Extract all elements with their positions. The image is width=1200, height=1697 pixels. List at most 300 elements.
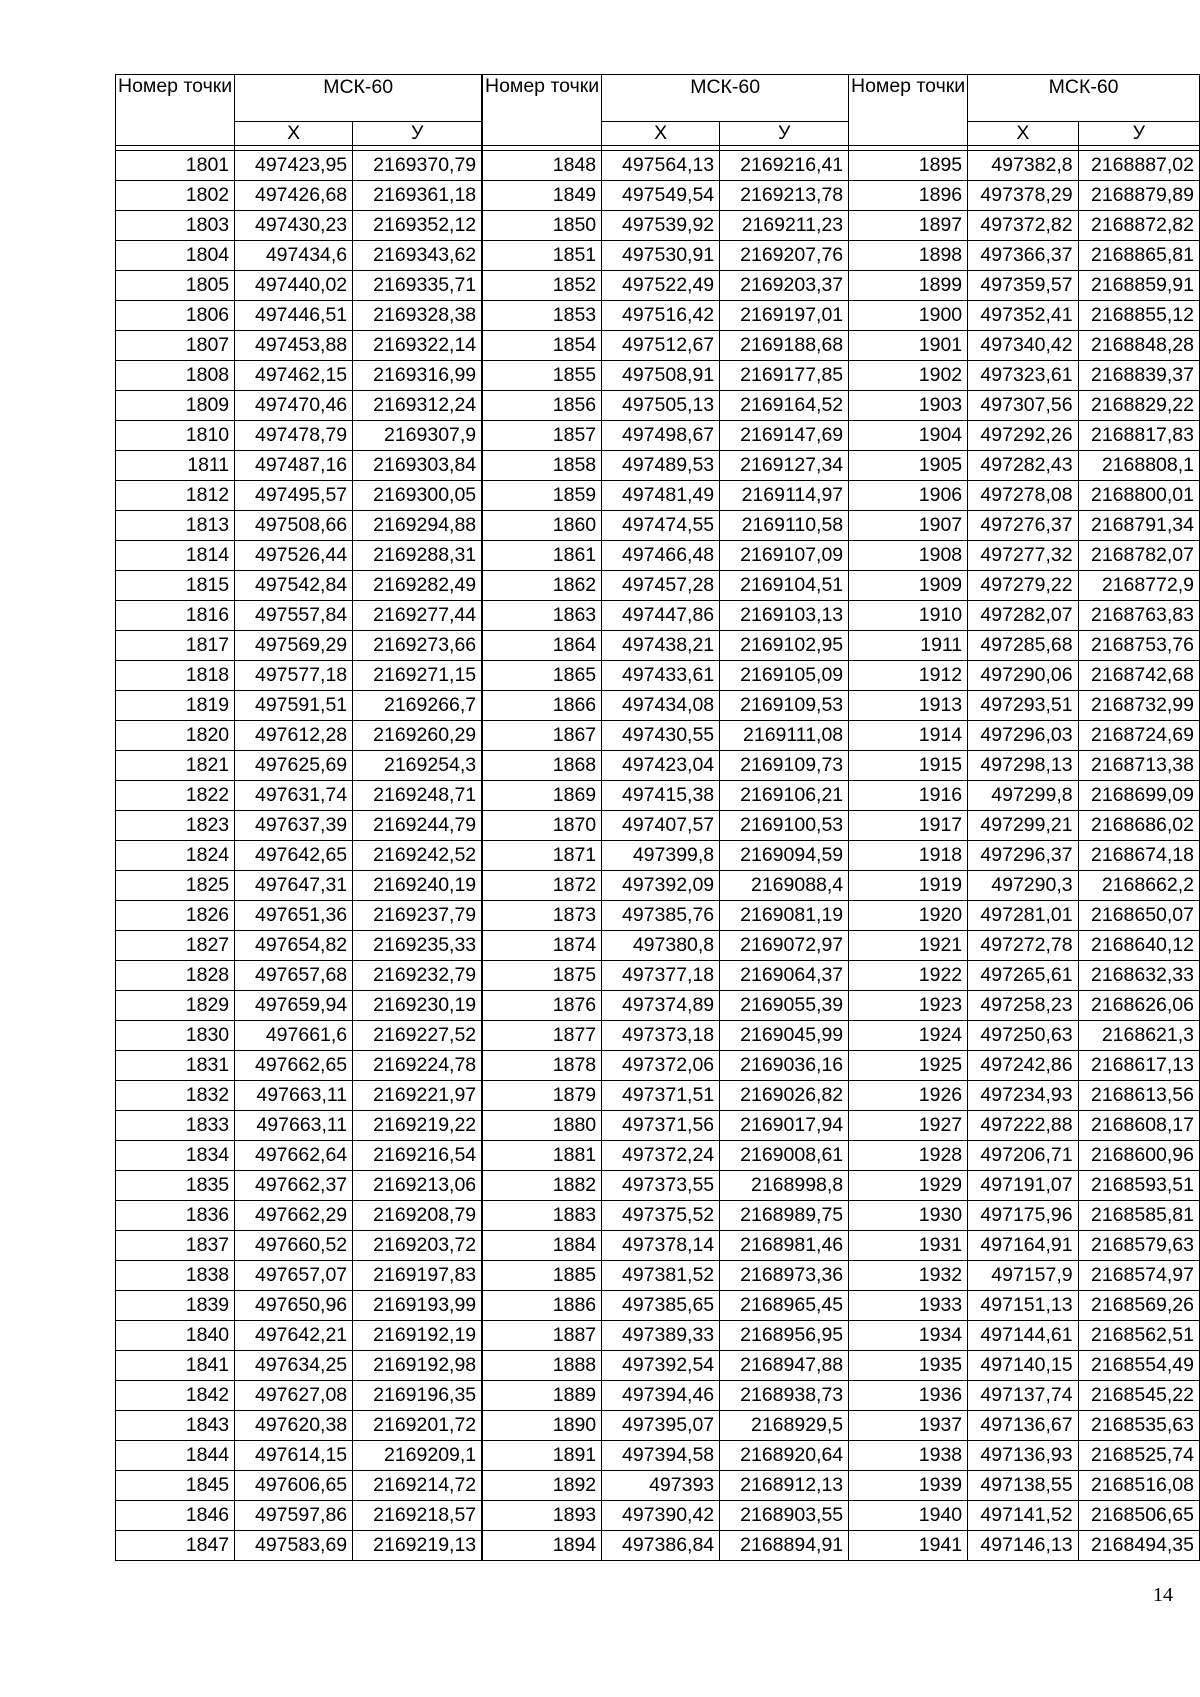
x-coordinate-cell: 497426,68 [235,181,353,211]
y-coordinate-cell: 2169352,12 [353,211,482,241]
point-number-cell: 1876 [483,991,602,1021]
x-coordinate-cell: 497372,06 [602,1051,720,1081]
x-coordinate-cell: 497191,07 [968,1171,1078,1201]
y-coordinate-cell: 2168879,89 [1078,181,1199,211]
table-row [849,271,1200,301]
x-coordinate-cell: 497466,48 [602,541,720,571]
y-coordinate-cell: 2169244,79 [353,811,482,841]
point-number-cell: 1905 [849,451,968,481]
table-row [116,781,482,811]
point-number-cell: 1900 [849,301,968,331]
x-coordinate-cell: 497440,02 [235,271,353,301]
y-coordinate-cell: 2169207,76 [720,241,849,271]
y-coordinate-cell: 2169100,53 [720,811,849,841]
point-number-cell: 1848 [483,151,602,181]
table-row [483,211,849,241]
y-coordinate-cell: 2168626,06 [1078,991,1199,1021]
y-coordinate-cell: 2168817,83 [1078,421,1199,451]
table-row [849,1291,1200,1321]
table-row [116,421,482,451]
y-coordinate-cell: 2168525,74 [1078,1441,1199,1471]
y-coordinate-cell: 2168650,07 [1078,901,1199,931]
table-row [849,931,1200,961]
x-coordinate-cell: 497298,13 [968,751,1078,781]
point-number-cell: 1870 [483,811,602,841]
x-coordinate-cell: 497340,42 [968,331,1078,361]
table-row [483,871,849,901]
point-number-cell: 1921 [849,931,968,961]
table-row [849,1111,1200,1141]
point-number-cell: 1888 [483,1351,602,1381]
x-coordinate-cell: 497606,65 [235,1471,353,1501]
table-row [116,481,482,511]
x-coordinate-cell: 497583,69 [235,1531,353,1561]
table-row [483,361,849,391]
y-coordinate-cell: 2168782,07 [1078,541,1199,571]
y-coordinate-cell: 2169361,18 [353,181,482,211]
table-row [483,751,849,781]
y-coordinate-cell: 2169072,97 [720,931,849,961]
point-number-cell: 1864 [483,631,602,661]
point-number-cell: 1855 [483,361,602,391]
point-number-cell: 1859 [483,481,602,511]
y-coordinate-cell: 2169026,82 [720,1081,849,1111]
y-coordinate-cell: 2168621,3 [1078,1021,1199,1051]
table-row [483,1201,849,1231]
x-coordinate-cell: 497470,46 [235,391,353,421]
y-coordinate-cell: 2169370,79 [353,151,482,181]
point-number-cell: 1922 [849,961,968,991]
x-coordinate-cell: 497489,53 [602,451,720,481]
point-number-cell: 1879 [483,1081,602,1111]
x-coordinate-cell: 497175,96 [968,1201,1078,1231]
table-row [116,691,482,721]
x-coordinate-cell: 497293,51 [968,691,1078,721]
x-coordinate-cell: 497234,93 [968,1081,1078,1111]
table-row [483,1351,849,1381]
point-number-cell: 1897 [849,211,968,241]
y-coordinate-cell: 2168574,97 [1078,1261,1199,1291]
point-number-cell: 1850 [483,211,602,241]
table-row [116,151,482,181]
x-coordinate-cell: 497654,82 [235,931,353,961]
point-number-cell: 1803 [116,211,235,241]
point-number-cell: 1823 [116,811,235,841]
x-coordinate-cell: 497378,14 [602,1231,720,1261]
x-coordinate-cell: 497660,52 [235,1231,353,1261]
point-number-cell: 1916 [849,781,968,811]
table-row [849,511,1200,541]
x-coordinate-cell: 497296,37 [968,841,1078,871]
y-coordinate-cell: 2169343,62 [353,241,482,271]
x-coordinate-cell: 497508,66 [235,511,353,541]
table-row [849,451,1200,481]
table-row [116,901,482,931]
x-coordinate-cell: 497258,23 [968,991,1078,1021]
x-coordinate-cell: 497434,08 [602,691,720,721]
point-number-cell: 1918 [849,841,968,871]
table-row [483,631,849,661]
table-row [849,1201,1200,1231]
y-coordinate-cell: 2169273,66 [353,631,482,661]
table-row [116,601,482,631]
point-number-cell: 1842 [116,1381,235,1411]
table-row [849,541,1200,571]
y-coordinate-cell: 2169094,59 [720,841,849,871]
table-row [849,631,1200,661]
x-coordinate-cell: 497642,65 [235,841,353,871]
table-row [116,841,482,871]
table-row [116,1021,482,1051]
table-row [483,181,849,211]
x-coordinate-cell: 497474,55 [602,511,720,541]
y-coordinate-cell: 2169193,99 [353,1291,482,1321]
y-coordinate-cell: 2169203,72 [353,1231,482,1261]
point-number-cell: 1809 [116,391,235,421]
table-row [849,991,1200,1021]
x-coordinate-cell: 497282,07 [968,601,1078,631]
point-number-cell: 1841 [116,1351,235,1381]
point-number-cell: 1883 [483,1201,602,1231]
y-coordinate-cell: 2169237,79 [353,901,482,931]
x-coordinate-cell: 497272,78 [968,931,1078,961]
y-coordinate-cell: 2169104,51 [720,571,849,601]
x-coordinate-cell: 497393 [602,1471,720,1501]
table-row [483,1261,849,1291]
table-row [849,211,1200,241]
point-number-cell: 1815 [116,571,235,601]
point-number-cell: 1835 [116,1171,235,1201]
y-coordinate-cell: 2169196,35 [353,1381,482,1411]
y-coordinate-cell: 2168640,12 [1078,931,1199,961]
point-number-cell: 1804 [116,241,235,271]
table-row [849,1051,1200,1081]
table-row [116,1081,482,1111]
x-coordinate-cell: 497374,89 [602,991,720,1021]
point-number-cell: 1936 [849,1381,968,1411]
y-coordinate-cell: 2169203,37 [720,271,849,301]
x-coordinate-cell: 497662,37 [235,1171,353,1201]
x-coordinate-cell: 497385,65 [602,1291,720,1321]
x-coordinate-cell: 497508,91 [602,361,720,391]
x-coordinate-cell: 497276,37 [968,511,1078,541]
table-row [116,1291,482,1321]
table-row [116,1051,482,1081]
point-number-cell: 1935 [849,1351,968,1381]
y-coordinate-cell: 2168613,56 [1078,1081,1199,1111]
table-row [849,781,1200,811]
point-number-cell: 1827 [116,931,235,961]
point-number-cell: 1821 [116,751,235,781]
table-row [116,241,482,271]
y-coordinate-cell: 2168535,63 [1078,1411,1199,1441]
point-number-cell: 1920 [849,901,968,931]
x-coordinate-cell: 497438,21 [602,631,720,661]
y-coordinate-cell: 2169197,01 [720,301,849,331]
x-coordinate-cell: 497657,68 [235,961,353,991]
table-row [849,571,1200,601]
table-row [849,181,1200,211]
point-number-cell: 1811 [116,451,235,481]
point-number-cell: 1849 [483,181,602,211]
point-number-cell: 1829 [116,991,235,1021]
y-coordinate-cell: 2168808,1 [1078,451,1199,481]
point-number-cell: 1880 [483,1111,602,1141]
point-number-cell: 1812 [116,481,235,511]
point-number-cell: 1913 [849,691,968,721]
point-number-cell: 1860 [483,511,602,541]
table-row [849,151,1200,181]
y-coordinate-cell: 2169213,78 [720,181,849,211]
x-coordinate-cell: 497433,61 [602,661,720,691]
point-number-cell: 1903 [849,391,968,421]
x-coordinate-cell: 497279,22 [968,571,1078,601]
x-coordinate-cell: 497526,44 [235,541,353,571]
point-number-cell: 1857 [483,421,602,451]
y-coordinate-cell: 2168554,49 [1078,1351,1199,1381]
table-row [849,901,1200,931]
x-coordinate-cell: 497657,07 [235,1261,353,1291]
y-coordinate-cell: 2168998,8 [720,1171,849,1201]
y-coordinate-cell: 2169177,85 [720,361,849,391]
point-number-cell: 1819 [116,691,235,721]
table-row [483,991,849,1021]
y-coordinate-cell: 2169055,39 [720,991,849,1021]
table-row [849,481,1200,511]
x-coordinate-cell: 497366,37 [968,241,1078,271]
y-coordinate-cell: 2169224,78 [353,1051,482,1081]
table-row [483,421,849,451]
y-coordinate-cell: 2169127,34 [720,451,849,481]
point-number-cell: 1882 [483,1171,602,1201]
x-coordinate-cell: 497136,93 [968,1441,1078,1471]
x-coordinate-cell: 497372,24 [602,1141,720,1171]
x-coordinate-cell: 497663,11 [235,1111,353,1141]
table-row [849,691,1200,721]
x-coordinate-cell: 497430,55 [602,721,720,751]
y-coordinate-cell: 2168545,22 [1078,1381,1199,1411]
x-coordinate-cell: 497631,74 [235,781,353,811]
point-number-cell: 1930 [849,1201,968,1231]
y-coordinate-cell: 2169219,22 [353,1111,482,1141]
point-number-cell: 1937 [849,1411,968,1441]
point-number-cell: 1923 [849,991,968,1021]
table-row [116,1471,482,1501]
y-coordinate-cell: 2169201,72 [353,1411,482,1441]
table-row [483,391,849,421]
x-column-header: Х [235,122,353,146]
x-coordinate-cell: 497634,25 [235,1351,353,1381]
y-coordinate-cell: 2169260,29 [353,721,482,751]
x-coordinate-cell: 497446,51 [235,301,353,331]
point-number-cell: 1889 [483,1381,602,1411]
point-number-cell: 1820 [116,721,235,751]
point-number-cell: 1895 [849,151,968,181]
table-row [849,961,1200,991]
x-coordinate-cell: 497390,42 [602,1501,720,1531]
table-row [483,271,849,301]
point-number-cell: 1805 [116,271,235,301]
y-coordinate-cell: 2169109,53 [720,691,849,721]
x-coordinate-cell: 497137,74 [968,1381,1078,1411]
point-number-cell: 1915 [849,751,968,781]
x-coordinate-cell: 497647,31 [235,871,353,901]
table-row [483,571,849,601]
x-coordinate-cell: 497136,67 [968,1411,1078,1441]
table-row [116,1351,482,1381]
table-row [483,511,849,541]
x-coordinate-cell: 497637,39 [235,811,353,841]
x-coordinate-cell: 497389,33 [602,1321,720,1351]
table-row [849,1441,1200,1471]
x-coordinate-cell: 497307,56 [968,391,1078,421]
y-coordinate-cell: 2168938,73 [720,1381,849,1411]
x-coordinate-cell: 497597,86 [235,1501,353,1531]
y-coordinate-cell: 2169208,79 [353,1201,482,1231]
point-number-cell: 1902 [849,361,968,391]
y-coordinate-cell: 2168674,18 [1078,841,1199,871]
point-number-cell: 1891 [483,1441,602,1471]
table-row [116,751,482,781]
point-number-cell: 1802 [116,181,235,211]
x-coordinate-cell: 497299,21 [968,811,1078,841]
point-number-cell: 1901 [849,331,968,361]
table-row [849,871,1200,901]
y-coordinate-cell: 2169102,95 [720,631,849,661]
point-number-cell: 1806 [116,301,235,331]
y-coordinate-cell: 2169209,1 [353,1441,482,1471]
x-coordinate-cell: 497512,67 [602,331,720,361]
table-row [116,931,482,961]
x-coordinate-cell: 497569,29 [235,631,353,661]
x-coordinate-cell: 497625,69 [235,751,353,781]
table-row [849,391,1200,421]
y-coordinate-cell: 2169227,52 [353,1021,482,1051]
y-coordinate-cell: 2168894,91 [720,1531,849,1561]
table-row [483,1291,849,1321]
y-coordinate-cell: 2169008,61 [720,1141,849,1171]
table-row [849,1141,1200,1171]
x-coordinate-cell: 497277,32 [968,541,1078,571]
point-number-cell: 1933 [849,1291,968,1321]
x-coordinate-cell: 497612,28 [235,721,353,751]
y-coordinate-cell: 2168865,81 [1078,241,1199,271]
point-number-cell: 1865 [483,661,602,691]
table-row [483,1441,849,1471]
table-row [849,661,1200,691]
y-coordinate-cell: 2168742,68 [1078,661,1199,691]
table-row [483,1141,849,1171]
x-coordinate-cell: 497282,43 [968,451,1078,481]
table-row [116,631,482,661]
y-coordinate-cell: 2168800,01 [1078,481,1199,511]
point-number-cell: 1893 [483,1501,602,1531]
table-row [849,601,1200,631]
x-coordinate-cell: 497505,13 [602,391,720,421]
table-row [849,1381,1200,1411]
point-number-cell: 1874 [483,931,602,961]
point-number-cell: 1927 [849,1111,968,1141]
y-coordinate-cell: 2168699,09 [1078,781,1199,811]
point-number-cell: 1826 [116,901,235,931]
point-number-header: Номер точки [849,75,968,146]
y-coordinate-cell: 2168724,69 [1078,721,1199,751]
y-coordinate-cell: 2169232,79 [353,961,482,991]
y-coordinate-cell: 2169017,94 [720,1111,849,1141]
y-coordinate-cell: 2168947,88 [720,1351,849,1381]
table-row [483,691,849,721]
table-row [483,1171,849,1201]
y-coordinate-cell: 2168713,38 [1078,751,1199,781]
y-coordinate-cell: 2168791,34 [1078,511,1199,541]
x-coordinate-cell: 497290,3 [968,871,1078,901]
y-coordinate-cell: 2168494,35 [1078,1531,1199,1561]
point-number-cell: 1878 [483,1051,602,1081]
table-row [849,811,1200,841]
coordinate-system-header: МСК-60 [602,75,849,122]
y-coordinate-cell: 2169235,33 [353,931,482,961]
y-coordinate-cell: 2169192,19 [353,1321,482,1351]
x-coordinate-cell: 497378,29 [968,181,1078,211]
table-row [849,301,1200,331]
table-row [116,1321,482,1351]
y-coordinate-cell: 2168579,63 [1078,1231,1199,1261]
table-row [483,901,849,931]
table-row [483,541,849,571]
point-number-cell: 1813 [116,511,235,541]
x-coordinate-cell: 497140,15 [968,1351,1078,1381]
y-coordinate-cell: 2169219,13 [353,1531,482,1561]
point-number-cell: 1939 [849,1471,968,1501]
x-coordinate-cell: 497627,08 [235,1381,353,1411]
table-row [116,181,482,211]
y-coordinate-cell: 2168585,81 [1078,1201,1199,1231]
point-number-cell: 1925 [849,1051,968,1081]
point-number-cell: 1885 [483,1261,602,1291]
point-number-cell: 1931 [849,1231,968,1261]
point-number-cell: 1875 [483,961,602,991]
x-coordinate-cell: 497352,41 [968,301,1078,331]
x-coordinate-cell: 497371,56 [602,1111,720,1141]
y-coordinate-cell: 2168562,51 [1078,1321,1199,1351]
table-row [483,781,849,811]
x-coordinate-cell: 497591,51 [235,691,353,721]
table-row [116,1201,482,1231]
coordinate-table-3 [848,74,1200,1561]
y-coordinate-cell: 2168859,91 [1078,271,1199,301]
x-coordinate-cell: 497141,52 [968,1501,1078,1531]
y-coordinate-cell: 2168855,12 [1078,301,1199,331]
point-number-cell: 1808 [116,361,235,391]
x-coordinate-cell: 497542,84 [235,571,353,601]
y-coordinate-cell: 2169064,37 [720,961,849,991]
point-number-cell: 1919 [849,871,968,901]
x-coordinate-cell: 497457,28 [602,571,720,601]
x-coordinate-cell: 497516,42 [602,301,720,331]
table-row [116,1111,482,1141]
table-row [849,841,1200,871]
x-coordinate-cell: 497453,88 [235,331,353,361]
y-coordinate-cell: 2169188,68 [720,331,849,361]
x-coordinate-cell: 497323,61 [968,361,1078,391]
x-column-header: Х [602,122,720,146]
table-row [483,1381,849,1411]
coordinate-table-2 [482,74,849,1561]
table-row [849,721,1200,751]
x-coordinate-cell: 497377,18 [602,961,720,991]
y-coordinate-cell: 2169111,08 [720,721,849,751]
y-coordinate-cell: 2169216,54 [353,1141,482,1171]
